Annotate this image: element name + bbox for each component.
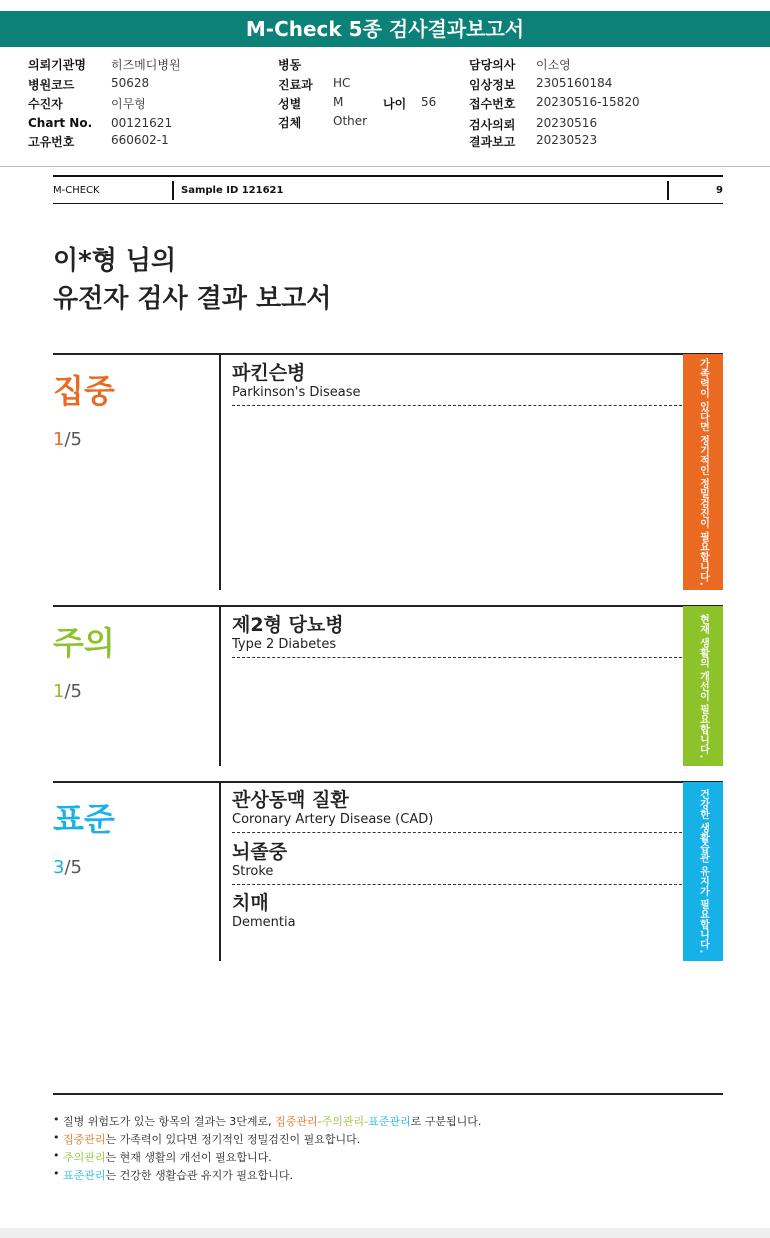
clinical-value: 2305160184 [536,76,613,90]
note-sep: - [317,1115,322,1128]
note-text: 로 구분됩니다. [410,1115,482,1128]
standard-side-text: 건강한 생활습관 유지가 필요합니다. [697,789,709,954]
request-value: 20230516 [536,116,598,130]
caution-category-count [53,681,82,702]
disease-item [232,891,682,936]
focus-section-rule [53,353,723,355]
standard-category-count [53,857,82,878]
caution-section-rule [53,605,723,607]
note-key-standard: 표준관리 [368,1115,411,1128]
patient-info-block [0,56,770,166]
disease-item [232,840,682,885]
focus-section-divider [219,353,221,590]
hospital-code-value: 50628 [111,76,150,90]
bottom-band [0,1228,770,1238]
disease-name-kr: 뇌졸중 [232,841,288,863]
note-key-standard: 표준관리 [63,1169,106,1182]
report-date-label: 결과보고 [469,135,516,149]
report-heading-line1: 이*형 님의 [53,246,177,276]
specimen-value: Other [333,114,368,128]
hospital-value: 히즈메디병원 [111,58,181,72]
focus-side-banner [683,354,723,590]
note-row [53,1167,481,1185]
sex-label: 성별 [278,97,302,111]
report-title-bar: M-Check 5종 검사결과보고서 [0,11,770,47]
disease-item [232,613,682,658]
clinical-label: 임상정보 [469,78,516,92]
note-text: 는 건강한 생활습관 유지가 필요합니다. [105,1169,294,1182]
disease-name-en: Type 2 Diabetes [232,637,337,652]
age-label: 나이 [383,97,407,111]
note-sep: - [364,1115,369,1128]
bullet-icon: • [53,1149,60,1162]
caution-count-total: /5 [64,681,82,702]
bullet-icon: • [53,1113,60,1126]
caution-side-text: 현재 생활의 개선이 필요합니다. [697,613,709,759]
dept-value: HC [333,76,351,90]
header-separator [172,181,174,200]
sex-value: M [333,95,344,109]
focus-category-label: 집중 [53,372,115,410]
chart-no-value: 00121621 [111,116,173,130]
hospital-code-label: 병원코드 [28,78,75,92]
note-key-caution: 주의관리 [321,1115,365,1128]
note-key-caution: 주의관리 [63,1151,106,1164]
note-text: 질병 위험도가 있는 항목의 결과는 3단계로, [63,1115,276,1128]
report-date-value: 20230523 [536,133,598,147]
specimen-label: 검체 [278,116,302,130]
dept-label: 진료과 [278,78,313,92]
focus-side-text: 가족력이 있다면 정기적인 정밀검진이 필요합니다. [697,358,709,586]
unique-no-label: 고유번호 [28,135,75,149]
receipt-label: 접수번호 [469,97,516,111]
note-key-focus: 집중관리 [63,1133,106,1146]
report-heading [53,242,331,318]
ward-label: 병동 [278,58,302,72]
legend-notes [53,1113,481,1185]
note-row [53,1149,481,1167]
age-value: 56 [421,95,437,109]
standard-section-rule [53,781,723,783]
doctor-value: 이소영 [536,58,571,72]
disease-item [232,788,682,833]
standard-category-label: 표준 [53,800,115,838]
note-text: 는 현재 생활의 개선이 필요합니다. [105,1151,272,1164]
caution-category-label: 주의 [53,624,115,662]
disease-item [232,361,682,406]
note-text: 는 가족력이 있다면 정기적인 정밀검진이 필요합니다. [105,1133,361,1146]
disease-name-en: Parkinson's Disease [232,385,361,400]
note-key-focus: 집중관리 [275,1115,318,1128]
header-brand: M-CHECK [53,185,100,196]
page-header-top-rule [53,175,723,177]
request-label: 검사의뢰 [469,118,516,132]
unique-no-value: 660602-1 [111,133,169,147]
footer-rule [53,1093,723,1095]
patient-label: 수진자 [28,97,63,111]
chart-no-label: Chart No. [28,116,93,130]
report-heading-line2: 유전자 검사 결과 보고서 [53,284,332,314]
focus-count-total: /5 [64,429,82,450]
disease-name-kr: 파킨슨병 [232,362,306,384]
note-row [53,1113,481,1131]
hospital-label: 의뢰기관명 [28,58,86,72]
receipt-value: 20230516-15820 [536,95,640,109]
disease-name-en: Stroke [232,864,274,879]
focus-count-number: 1 [53,429,65,450]
info-divider [0,166,770,167]
standard-section-divider [219,781,221,961]
patient-value: 이무형 [111,97,146,111]
caution-side-banner [683,606,723,766]
standard-side-banner [683,782,723,961]
standard-count-number: 3 [53,857,65,878]
disease-name-kr: 치매 [232,892,269,914]
doctor-label: 담당의사 [469,58,516,72]
header-separator [667,181,669,200]
caution-count-number: 1 [53,681,65,702]
note-row [53,1131,481,1149]
standard-count-total: /5 [64,857,82,878]
header-sample-id: Sample ID 121621 [181,185,284,196]
disease-name-kr: 제2형 당뇨병 [232,614,344,636]
caution-section-divider [219,605,221,766]
bullet-icon: • [53,1167,60,1180]
bullet-icon: • [53,1131,60,1144]
header-page-number: 9 [716,185,723,196]
disease-name-en: Dementia [232,915,296,930]
page-header-bottom-rule [53,203,723,204]
focus-category-count [53,429,82,450]
disease-name-kr: 관상동맥 질환 [232,789,349,811]
disease-name-en: Coronary Artery Disease (CAD) [232,812,434,827]
